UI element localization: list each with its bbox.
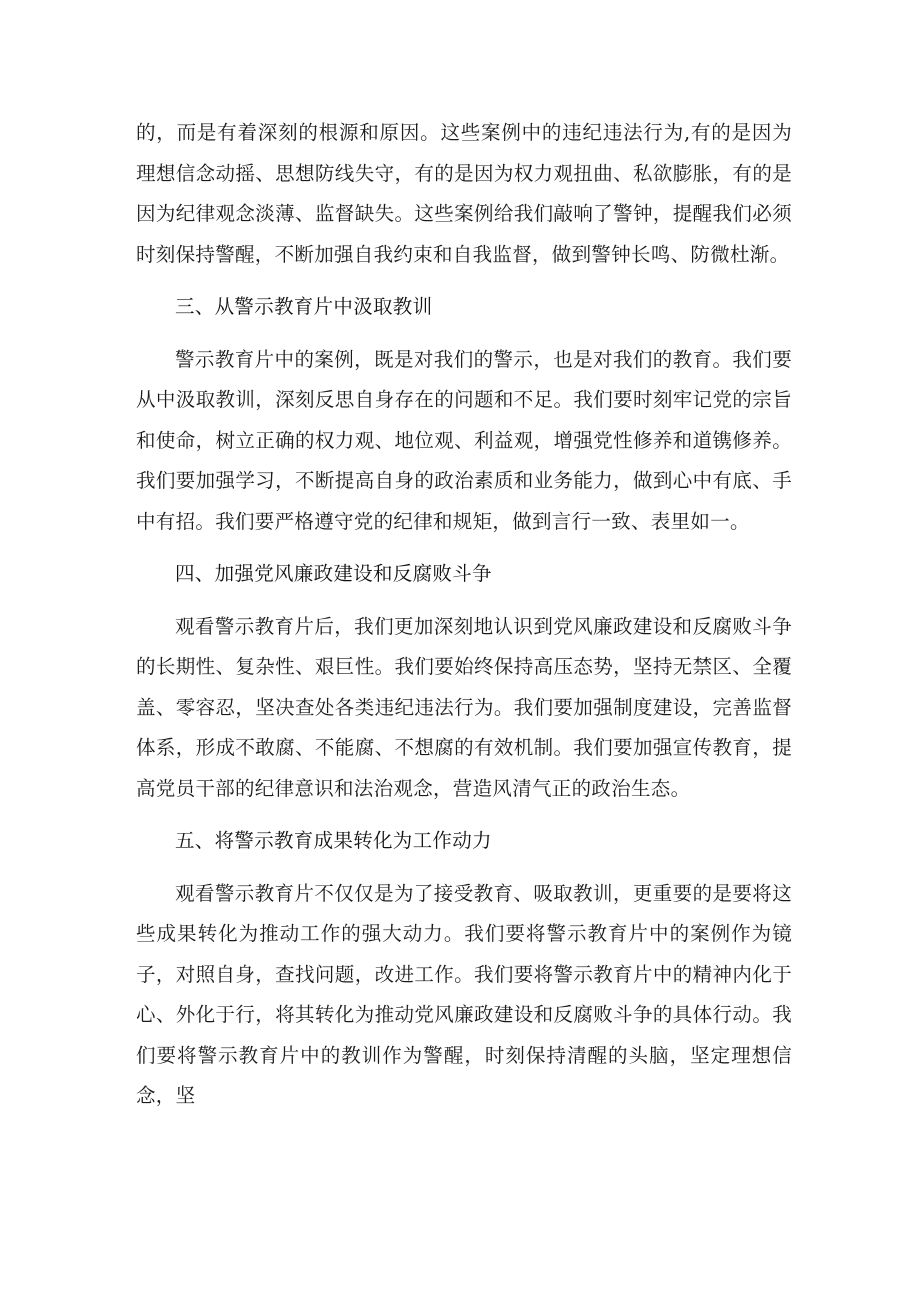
paragraph-continued: 的，而是有着深刻的根源和原因。这些案例中的违纪违法行为,有的是因为理想信念动摇、思想防线失守，有的是因为权力观扭曲、私欲膨胀，有的是因为纪律观念淡薄、监督缺失。这些案例给我们敲响了警钟，提醒我们必须时刻保持警醒，不断加强自我约束和自我监督，做到警钟长鸣、防微杜渐。 — [136, 121, 792, 266]
paragraph-section-3: 警示教育片中的案例，既是对我们的警示，也是对我们的教育。我们要从中汲取教训，深刻反思自身存在的问题和不足。我们要时刻牢记党的宗旨和使命，树立正确的权力观、地位观、利益观，增强党性修养和道镌修养。我们要加强学习，不断提高自身的政治素质和业务能力，做到心中有底、手中有招。我们要严格遵守党的纪律和规矩，做到言行一致、表里如一。 — [136, 347, 792, 533]
section-heading-3: 三、从警示教育片中汲取教训 — [175, 295, 433, 318]
paragraph-section-5: 观看警示教育片不仅仅是为了接受教育、吸取教训，更重要的是要将这些成果转化为推动工作的强大动力。我们要将警示教育片中的案例作为镜子，对照自身，查找问题，改进工作。我们要将警示教育片中的精神内化于心、外化于行，将其转化为推动党风廉政建设和反腐败斗争的具体行动。我们要将警示教育片中的教训作为警醒，时刻保持清醒的头脑，坚定理想信念，坚 — [136, 881, 792, 1107]
section-heading-5: 五、将警示教育成果转化为工作动力 — [175, 829, 492, 852]
paragraph-section-4: 观看警示教育片后，我们更加深刻地认识到党风廉政建设和反腐败斗争的长期性、复杂性、艰巨性。我们要始终保持高压态势，坚持无禁区、全覆盖、零容忍，坚决查处各类违纪违法行为。我们要加强制度建设，完善监督体系，形成不敢腐、不能腐、不想腐的有效机制。我们要加强宣传教育，提高党员干部的纪律意识和法治观念，营造风清气正的政治生态。 — [136, 614, 792, 800]
section-heading-4: 四、加强党风廉政建设和反腐败斗争 — [175, 562, 492, 585]
document-body — [136, 113, 792, 1117]
